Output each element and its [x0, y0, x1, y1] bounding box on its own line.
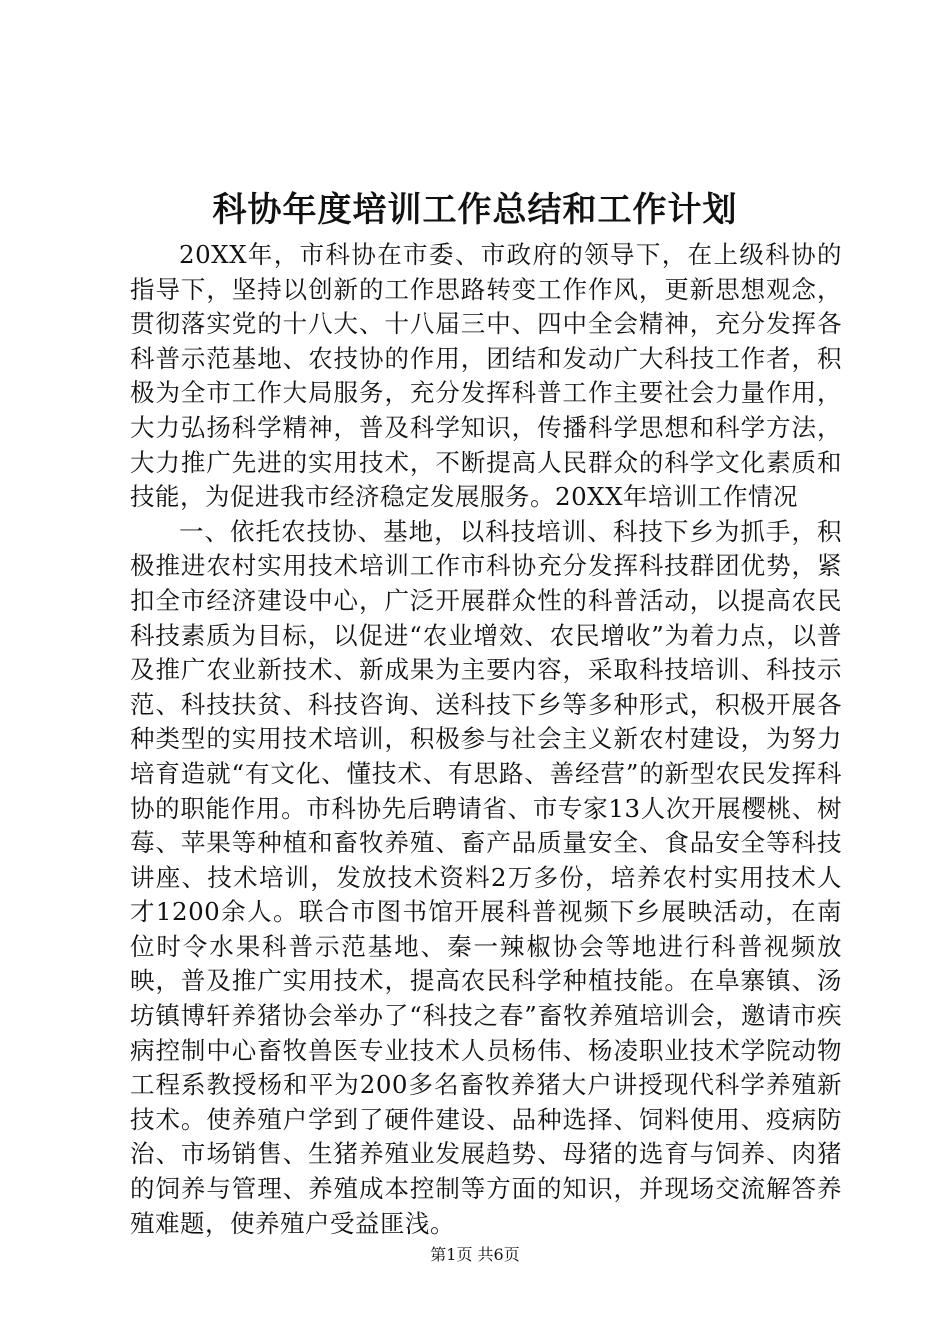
paragraph-section-one: 一、依托农技协、基地，以科技培训、科技下乡为抓手，积极推进农村实用技术培训工作市科协充分发挥科技群团优势，紧扣全市经济建设中心，广泛开展群众性的科普活动，以提高农民科技素质为目标，以促进“农业增效、农民增收”为着力点，以普及推广农业新技术、新成果为主要内容，采取科技培训、科技示范、科技扶贫、科技咨询、送科技下乡等多种形式，积极开展各种类型的实用技术培训，积极参与社会主义新农村建设，为努力培育造就“有文化、懂技术、有思路、善经营”的新型农民发挥科协的职能作用。市科协先后聘请省、市专家13人次开展樱桃、树莓、苹果等种植和畜牧养殖、畜产品质量安全、食品安全等科技讲座、技术培训，发放技术资料2万多份，培养农村实用技术人才1200余人。联合市图书馆开展科普视频下乡展映活动，在南位时令水果科普示范基地、秦一辣椒协会等地进行科普视频放映，普及推广实用技术，提高农民科学种植技能。在阜寨镇、汤坊镇博轩养猪协会举办了“科技之春”畜牧养殖培训会，邀请市疾病控制中心畜牧兽医专业技术人员杨伟、杨凌职业技术学院动物工程系教授杨和平为200多名畜牧养猪大户讲授现代科学养殖新技术。使养殖户学到了硬件建设、品种选择、饲料使用、疫病防治、市场销售、生猪养殖业发展趋势、母猪的选育与饲养、肉猪的饲养与管理、养殖成本控制等方面的知识，并现场交流解答养殖难题，使养殖户受益匪浅。: [130, 516, 842, 1238]
page-number: 第1页 共6页: [430, 1245, 520, 1264]
document-title: 科协年度培训工作总结和工作计划: [212, 190, 738, 230]
paragraph-intro: 20XX年，市科协在市委、市政府的领导下，在上级科协的指导下，坚持以创新的工作思路转变工作作风，更新思想观念，贯彻落实党的十八大、十八届三中、四中全会精神，充分发挥各科普示范基地、农技协的作用，团结和发动广大科技工作者，积极为全市工作大局服务，充分发挥科普工作主要社会力量作用，大力弘扬科学精神，普及科学知识，传播科学思想和科学方法，大力推广先进的实用技术，不断提高人民群众的科学文化素质和技能，为促进我市经济稳定发展服务。20XX年培训工作情况: [130, 240, 842, 512]
document-body: [130, 238, 842, 1241]
